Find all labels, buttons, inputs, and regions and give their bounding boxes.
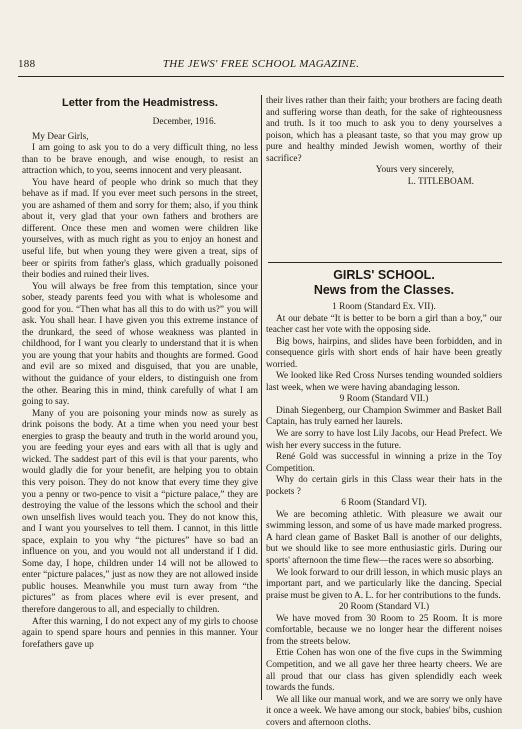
news-section xyxy=(266,268,502,729)
letter-title: Letter from the Headmistress. xyxy=(62,97,218,109)
letter-column xyxy=(22,96,258,651)
news-paragraph: We looked like Red Cross Nurses tending wounded soldiers last week, when we were having abandaging lesson. xyxy=(266,371,502,393)
news-paragraph: Why do certain girls in this Class wear their hats in the pockets ? xyxy=(266,475,502,497)
news-paragraph: At our debate “It is better to be born a girl than a boy,” our teacher cast her vote with the opposing side. xyxy=(266,313,502,336)
letter-paragraph: their lives rather than their faith; your brothers are facing death and suffering worse than death, for the sake of righteousness and truth. Is it too much to ask you to deny yourselves a poison, which has a pleasant taste, so that you may grow up pure and healthy minded Jewish women, worthy of their sacrifice? xyxy=(266,96,502,164)
letter-continued xyxy=(266,96,502,188)
letter-signature: L. TITLEBOAM. xyxy=(407,176,474,187)
news-paragraph: René Gold was successful in winning a prize in the Toy Competition. xyxy=(266,452,502,474)
news-paragraph: We have moved from 30 Room to 25 Room. It is more comfortable, because we no longer hear the different noises from the streets below. xyxy=(266,613,502,647)
letter-paragraph: After this warning, I do not expect any of my girls to choose again to spend spare hours and pennies in this manner. Your forefathers gave up xyxy=(22,616,258,650)
letter-paragraph: You will always be free from this temptation, since your sober, steady parents feed you with what is wholesome and good for you. “Then what has all this to do with us?” you will ask. You shall hear. I have given you this extreme instance of the drunkard, the seed of whose weakness was planted in childhood, for I want you clearly to understand that it is when you are young that your habits and thoughts are formed. Good and evil are so mixed and disguised, that you are unable, without the guidance of your elders, to distinguish one from the other. Bearing this in mind, think carefully of what I am going to say. xyxy=(22,281,258,408)
column-divider xyxy=(261,95,262,700)
letter-paragraph: Many of you are poisoning your minds now as surely as drink poisons the body. At a time when you need your best energies to grasp the beauty and truth in the world around you, you are feeding your eyes and ears with all that is ugly and wicked. The saddest part of this evil is that your parents, who would gladly die for your benefit, are helping you to obtain this very poison. They do not know that every time they give you a penny or two-pence to visit a “picture palace,” they are destroying the value of the lessons which the school and their own unselfish lives would teach you. They do not know this, and I want you yourselves to tell them. I cannot, in this little space, explain to you why “the pictures” have so bad an influence on you, and you would not all understand if I did. Some day, I hope, children under 14 will not be allowed to enter “picture palaces,” just as now they are not allowed inside public houses. Meanwhile you must turn away from “the pictures” as from places where evil is ever present, and therefore dangerous to all, and especially to children. xyxy=(22,408,258,615)
news-paragraph: We are sorry to have lost Lily Jacobs, our Head Prefect. We wish her every success in the future. xyxy=(266,429,502,451)
header-rule xyxy=(18,76,504,77)
room-heading: 20 Room (Standard VI.) xyxy=(338,602,430,613)
letter-date: December, 1916. xyxy=(152,117,216,127)
letter-paragraph: You have heard of people who drink so much that they behave as if mad. If you ever meet such persons in the street, you are ashamed of them and sorry for them; also, if you think about it, very glad that your own fathers and brothers are different. Once these men and women were children like yourselves, with as much right as you to enjoy an honest and useful life, but when young they were given a treat, sips of beer or spirits from father's glass, which gradually poisoned their bodies and ruined their lives. xyxy=(22,177,258,281)
school-title: GIRLS' SCHOOL. xyxy=(333,268,435,282)
news-paragraph: We look forward to our drill lesson, in which music plays an important part, and we particularly like the dancing. Special praise must be given to A. L. for her contributions to the funds. xyxy=(266,567,502,601)
section-divider xyxy=(268,262,502,263)
letter-paragraph: I am going to ask you to do a very difficult thing, no less than to be brave enough, and wise enough, to resist an attraction which, to you, seems innocent and very pleasant. xyxy=(22,143,258,177)
page-number: 188 xyxy=(18,58,36,70)
news-paragraph: Ettie Cohen has won one of the five cups in the Swimming Competition, and we all gave her three hearty cheers. We are all proud that our class has given splendidly each week towards the funds. xyxy=(266,648,502,694)
magazine-title: THE JEWS' FREE SCHOOL MAGAZINE. xyxy=(162,58,360,70)
news-paragraph: Dinah Siegenberg, our Champion Swimmer and Basket Ball Captain, has truly earned her laurels. xyxy=(266,405,502,428)
letter-salutation: My Dear Girls, xyxy=(32,131,89,142)
room-heading: 9 Room (Standard VII.) xyxy=(339,394,429,405)
room-heading: 6 Room (Standard VI). xyxy=(341,498,427,509)
room-heading: 1 Room (Standard Ex. VII). xyxy=(332,302,436,312)
news-title: News from the Classes. xyxy=(313,283,455,297)
news-paragraph: We are becoming athletic. With pleasure we await our swimming lesson, and some of us have made marked progress. A hard clean game of Basket Ball is another of our delights, but we should like to see more enthusiastic girls. During our sports' afternoon the time flew—the races were so absorbing. xyxy=(266,509,502,567)
letter-closing: Yours very sincerely, xyxy=(375,165,454,176)
news-paragraph: We all like our manual work, and we are sorry we only have it once a week. We have among our stock, babies' bibs, cushion covers and afternoon cloths. xyxy=(266,694,502,728)
news-paragraph: Big bows, hairpins, and slides have been forbidden, and in consequence girls with short ends of hair have been greatly worried. xyxy=(266,336,502,370)
